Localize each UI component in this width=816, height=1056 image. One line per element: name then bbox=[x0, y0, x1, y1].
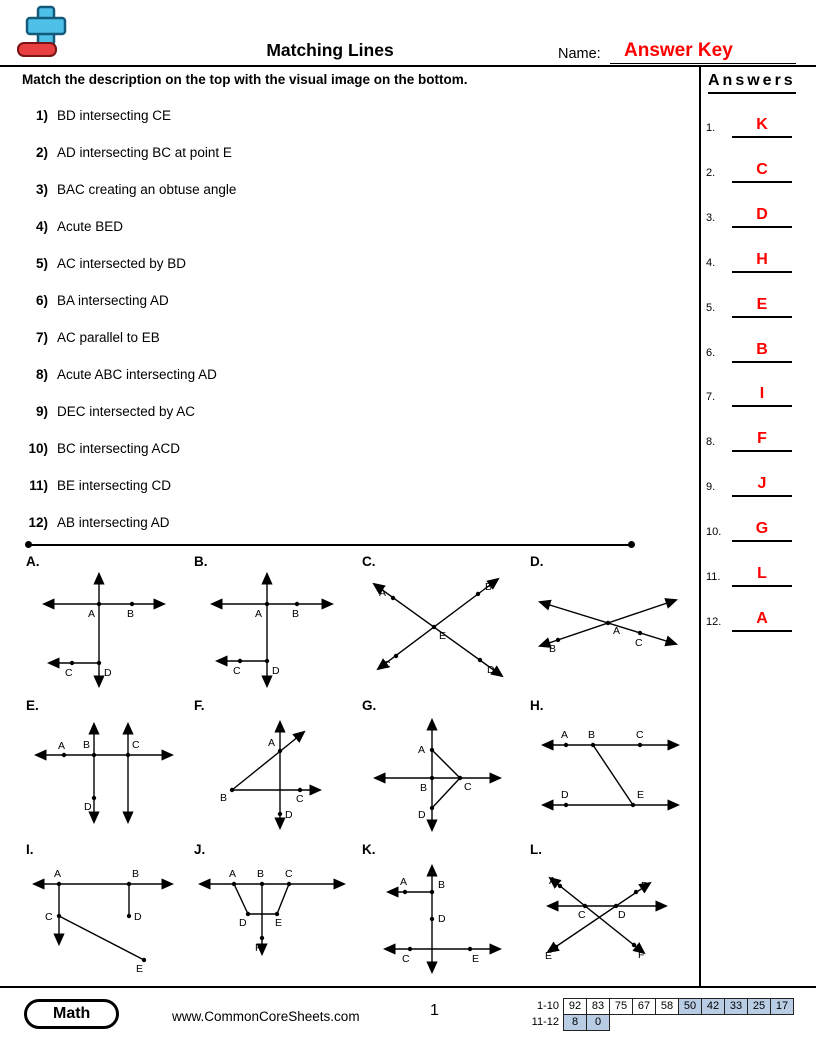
figure-point bbox=[230, 788, 234, 792]
figure-point bbox=[430, 776, 434, 780]
answer-number: 8. bbox=[706, 436, 716, 449]
answer-number: 6. bbox=[706, 346, 716, 359]
grade-table bbox=[519, 998, 794, 1031]
figure-point bbox=[558, 884, 562, 888]
figure-point bbox=[127, 914, 131, 918]
figure-H bbox=[528, 696, 696, 840]
question-number: 7) bbox=[35, 330, 48, 345]
figure-point-label: B bbox=[127, 608, 135, 620]
figure-K bbox=[360, 840, 528, 984]
figure-J-diagram bbox=[192, 854, 352, 984]
question-text: BAC creating an obtuse angle bbox=[57, 182, 237, 197]
grade-cell: 42 bbox=[701, 998, 725, 1015]
figure-point-label: C bbox=[296, 793, 304, 805]
answer-number: 4. bbox=[706, 256, 716, 269]
figure-point-label: C bbox=[402, 953, 410, 965]
figure-F-diagram bbox=[192, 710, 352, 840]
grade-cell: 8 bbox=[563, 1014, 587, 1031]
figure-point-label: E bbox=[275, 917, 283, 929]
figure-point-label: E bbox=[545, 950, 553, 962]
figure-point-label: F bbox=[255, 942, 262, 954]
figure-point-label: D bbox=[134, 911, 142, 923]
figure-point bbox=[432, 625, 436, 629]
figure-point-label: C bbox=[464, 781, 472, 793]
question-text: DEC intersected by AC bbox=[57, 404, 196, 419]
question-number: 9) bbox=[35, 404, 48, 419]
question-item bbox=[18, 134, 678, 171]
figure-point bbox=[458, 776, 462, 780]
figure-label: F. bbox=[194, 698, 205, 713]
figure-K-diagram bbox=[360, 854, 520, 984]
grade-cell: 17 bbox=[770, 998, 794, 1015]
answer-letter: J bbox=[732, 475, 792, 497]
figure-point-label: D bbox=[418, 809, 426, 821]
answer-row bbox=[704, 149, 796, 183]
figure-point bbox=[275, 912, 279, 916]
figure-point bbox=[92, 753, 96, 757]
figure-point bbox=[478, 658, 482, 662]
answer-number: 2. bbox=[706, 166, 716, 179]
figure-point bbox=[57, 882, 61, 886]
answer-number: 12. bbox=[706, 615, 722, 628]
figure-point bbox=[238, 659, 242, 663]
figure-J bbox=[192, 840, 360, 984]
figure-point bbox=[638, 743, 642, 747]
figure-point bbox=[430, 917, 434, 921]
question-number: 6) bbox=[35, 293, 48, 308]
question-text: BC intersecting ACD bbox=[57, 441, 181, 456]
question-item bbox=[18, 504, 678, 541]
grade-cell: 83 bbox=[586, 998, 610, 1015]
answer-row bbox=[704, 284, 796, 318]
answer-row bbox=[704, 418, 796, 452]
figure-point-label: C bbox=[45, 911, 53, 923]
figure-label: D. bbox=[530, 554, 544, 569]
figure-point bbox=[391, 596, 395, 600]
answer-letter: E bbox=[732, 296, 792, 318]
figure-point-label: C bbox=[635, 637, 643, 649]
figure-point bbox=[92, 796, 96, 800]
figure-point bbox=[408, 947, 412, 951]
answer-letter: B bbox=[732, 341, 792, 363]
name-label: Name: bbox=[558, 46, 601, 62]
answer-letter: C bbox=[732, 161, 792, 183]
question-item bbox=[18, 467, 678, 504]
figure-A bbox=[24, 552, 192, 696]
figure-point-label: A bbox=[418, 744, 426, 756]
question-item bbox=[18, 171, 678, 208]
figure-point-label: D bbox=[272, 665, 280, 677]
figure-line bbox=[59, 916, 144, 960]
header-divider bbox=[0, 65, 816, 67]
figure-line bbox=[432, 750, 460, 778]
figure-label: J. bbox=[194, 842, 206, 857]
figure-point bbox=[614, 904, 618, 908]
page-title: Matching Lines bbox=[266, 40, 394, 60]
figure-point-label: C bbox=[233, 665, 241, 677]
divider-dot-right bbox=[628, 541, 635, 548]
figure-point-label: A bbox=[379, 587, 387, 599]
figure-label: L. bbox=[530, 842, 542, 857]
figure-G-diagram bbox=[360, 710, 520, 840]
question-text: AB intersecting AD bbox=[57, 515, 170, 530]
figure-point-label: A bbox=[400, 876, 408, 888]
question-number: 11) bbox=[29, 478, 48, 493]
answer-letter: I bbox=[732, 385, 792, 407]
figure-C-diagram bbox=[360, 566, 520, 696]
figure-point-label: A bbox=[561, 729, 569, 741]
figure-point-label: A bbox=[229, 868, 237, 880]
figure-point-label: B bbox=[588, 729, 596, 741]
figure-point bbox=[564, 743, 568, 747]
answer-number: 10. bbox=[706, 526, 722, 539]
math-badge: Math bbox=[24, 999, 119, 1029]
figure-point-label: A bbox=[54, 868, 62, 880]
figure-point-label: B bbox=[438, 879, 446, 891]
figure-point-label: A bbox=[255, 608, 263, 620]
website-url: www.CommonCoreSheets.com bbox=[172, 1009, 360, 1024]
figure-G bbox=[360, 696, 528, 840]
figure-point-label: B bbox=[549, 643, 557, 655]
figure-label: G. bbox=[362, 698, 377, 713]
answer-number: 7. bbox=[706, 391, 716, 404]
question-number: 8) bbox=[35, 367, 48, 382]
grade-cell: 33 bbox=[724, 998, 748, 1015]
figure-point bbox=[468, 947, 472, 951]
figure-point bbox=[631, 803, 635, 807]
figure-A-diagram bbox=[24, 566, 184, 696]
figure-point-label: E bbox=[439, 630, 447, 642]
figure-point bbox=[232, 882, 236, 886]
figure-point-label: D bbox=[561, 789, 569, 801]
figure-point-label: B bbox=[292, 608, 300, 620]
figure-point bbox=[126, 753, 130, 757]
figure-point bbox=[632, 943, 636, 947]
figure-point-label: B bbox=[641, 880, 649, 892]
figure-point-label: A bbox=[268, 737, 276, 749]
page-number: 1 bbox=[430, 1002, 439, 1019]
answer-letter: L bbox=[732, 565, 792, 587]
footer-divider bbox=[0, 986, 816, 988]
figure-E bbox=[24, 696, 192, 840]
answer-row bbox=[704, 508, 796, 542]
figure-B bbox=[192, 552, 360, 696]
answer-letter: F bbox=[732, 430, 792, 452]
figure-point-label: A bbox=[88, 608, 96, 620]
figure-point bbox=[130, 602, 134, 606]
question-text: AC intersected by BD bbox=[57, 256, 187, 271]
question-text: Acute ABC intersecting AD bbox=[57, 367, 217, 382]
figure-label: C. bbox=[362, 554, 376, 569]
figures-grid bbox=[24, 552, 696, 984]
figure-F bbox=[192, 696, 360, 840]
figure-L-diagram bbox=[528, 854, 688, 984]
figure-D-diagram bbox=[528, 566, 688, 696]
figure-label: K. bbox=[362, 842, 376, 857]
figure-point-label: C bbox=[285, 868, 293, 880]
figure-point-label: C bbox=[383, 659, 391, 671]
figure-point bbox=[70, 661, 74, 665]
figure-I bbox=[24, 840, 192, 984]
figure-line bbox=[234, 884, 248, 914]
figure-point-label: D bbox=[618, 909, 626, 921]
figure-point bbox=[638, 631, 642, 635]
figure-point bbox=[430, 748, 434, 752]
question-item bbox=[18, 393, 678, 430]
grade-cell: 25 bbox=[747, 998, 771, 1015]
figure-point bbox=[97, 661, 101, 665]
question-number: 2) bbox=[35, 145, 48, 160]
question-item bbox=[18, 319, 678, 356]
logo-cross-horizontal bbox=[27, 18, 65, 34]
figure-point bbox=[287, 882, 291, 886]
figure-line bbox=[277, 884, 289, 914]
figure-point-label: B bbox=[420, 782, 428, 794]
figure-point-label: B bbox=[132, 868, 140, 880]
figure-C bbox=[360, 552, 528, 696]
figure-point-label: C bbox=[65, 667, 73, 679]
instructions-text: Match the description on the top with the visual image on the bottom. bbox=[22, 72, 468, 87]
question-item bbox=[18, 208, 678, 245]
answers-column-divider bbox=[699, 66, 701, 986]
figure-point-label: B bbox=[83, 739, 91, 751]
logo-base-bar bbox=[18, 43, 56, 56]
grade-cell: 0 bbox=[586, 1014, 610, 1031]
figure-label: H. bbox=[530, 698, 544, 713]
figure-point-label: E bbox=[637, 789, 645, 801]
answer-letter: A bbox=[732, 610, 792, 632]
figure-point bbox=[394, 654, 398, 658]
figure-point bbox=[295, 602, 299, 606]
grade-table-row bbox=[519, 998, 794, 1015]
figure-point-label: D bbox=[438, 913, 446, 925]
grade-table-row bbox=[519, 1014, 794, 1031]
figure-line bbox=[432, 778, 460, 808]
answer-number: 9. bbox=[706, 481, 716, 494]
figure-point bbox=[554, 945, 558, 949]
figure-point-label: D bbox=[285, 809, 293, 821]
figure-label: I. bbox=[26, 842, 34, 857]
figure-point-label: B bbox=[257, 868, 265, 880]
question-number: 1) bbox=[35, 108, 48, 123]
figure-point bbox=[265, 659, 269, 663]
answer-row bbox=[704, 194, 796, 228]
answer-row bbox=[704, 598, 796, 632]
answer-number: 5. bbox=[706, 301, 716, 314]
answer-letter: K bbox=[732, 116, 792, 138]
question-number: 3) bbox=[35, 182, 48, 197]
question-number: 12) bbox=[28, 515, 48, 530]
figure-E-diagram bbox=[24, 710, 184, 840]
figure-point-label: C bbox=[578, 909, 586, 921]
question-item bbox=[18, 97, 678, 134]
grade-range-label: 11-12 bbox=[531, 1016, 559, 1028]
grade-cell: 67 bbox=[632, 998, 656, 1015]
question-item bbox=[18, 282, 678, 319]
figure-point-label: F bbox=[638, 949, 645, 961]
figure-B-diagram bbox=[192, 566, 352, 696]
answer-row bbox=[704, 553, 796, 587]
figure-point bbox=[556, 638, 560, 642]
answer-letter: D bbox=[732, 206, 792, 228]
figure-point bbox=[430, 806, 434, 810]
figure-point bbox=[127, 882, 131, 886]
answer-number: 1. bbox=[706, 122, 716, 134]
answer-letter: G bbox=[732, 520, 792, 542]
figure-point bbox=[246, 912, 250, 916]
figure-point-label: C bbox=[132, 739, 140, 751]
grade-cell: 75 bbox=[609, 998, 633, 1015]
answer-row bbox=[704, 373, 796, 407]
figure-point-label: A bbox=[58, 740, 66, 752]
grade-cell: 92 bbox=[563, 998, 587, 1015]
figure-point-label: D bbox=[84, 801, 92, 813]
figure-point-label: D bbox=[104, 667, 112, 679]
figure-label: A. bbox=[26, 554, 40, 569]
question-text: BA intersecting AD bbox=[57, 293, 169, 308]
figure-label: E. bbox=[26, 698, 39, 713]
figure-point bbox=[634, 890, 638, 894]
figure-point-label: B bbox=[220, 792, 228, 804]
section-divider bbox=[28, 544, 632, 546]
figure-point bbox=[278, 812, 282, 816]
answers-heading: Answers bbox=[708, 72, 796, 94]
question-text: BD intersecting CE bbox=[57, 108, 172, 123]
grade-range-label: 1-10 bbox=[536, 1000, 559, 1012]
answer-number: 3. bbox=[706, 211, 716, 224]
figure-point bbox=[265, 602, 269, 606]
figure-point-label: A bbox=[613, 625, 621, 637]
figure-line bbox=[593, 745, 633, 805]
figure-I-diagram bbox=[24, 854, 184, 984]
question-number: 10) bbox=[28, 441, 48, 456]
answers-list bbox=[704, 0, 804, 1056]
questions-list bbox=[18, 97, 678, 541]
figure-point-label: A bbox=[549, 875, 557, 887]
figure-point bbox=[403, 890, 407, 894]
figure-point-label: D bbox=[239, 917, 247, 929]
figure-point bbox=[57, 914, 61, 918]
answer-row bbox=[704, 463, 796, 497]
divider-dot-left bbox=[25, 541, 32, 548]
figure-point bbox=[430, 890, 434, 894]
figure-point-label: E bbox=[472, 953, 480, 965]
question-number: 4) bbox=[35, 219, 48, 234]
question-item bbox=[18, 430, 678, 467]
figure-label: B. bbox=[194, 554, 208, 569]
question-number: 5) bbox=[35, 256, 48, 271]
figure-L bbox=[528, 840, 696, 984]
question-item bbox=[18, 356, 678, 393]
answer-row bbox=[704, 329, 796, 363]
figure-point-label: B bbox=[485, 581, 493, 593]
question-text: BE intersecting CD bbox=[57, 478, 172, 493]
question-item bbox=[18, 245, 678, 282]
figure-point bbox=[606, 621, 610, 625]
figure-point bbox=[278, 749, 282, 753]
commoncoresheets-logo bbox=[14, 5, 76, 59]
answer-row bbox=[704, 104, 796, 138]
figure-point bbox=[142, 958, 146, 962]
figure-point bbox=[97, 602, 101, 606]
figure-point-label: C bbox=[636, 729, 644, 741]
figure-point bbox=[298, 788, 302, 792]
question-text: Acute BED bbox=[57, 219, 124, 234]
answer-row bbox=[704, 239, 796, 273]
grade-cell: 50 bbox=[678, 998, 702, 1015]
figure-point bbox=[260, 936, 264, 940]
question-text: AD intersecting BC at point E bbox=[57, 145, 232, 160]
question-text: AC parallel to EB bbox=[57, 330, 160, 345]
figure-point bbox=[62, 753, 66, 757]
answer-number: 11. bbox=[706, 571, 721, 583]
figure-point-label: E bbox=[136, 963, 144, 975]
figure-point bbox=[591, 743, 595, 747]
figure-point bbox=[476, 592, 480, 596]
figure-point bbox=[564, 803, 568, 807]
figure-point bbox=[260, 882, 264, 886]
answer-key-text: Answer Key bbox=[624, 40, 733, 61]
figure-point-label: D bbox=[487, 664, 495, 676]
grade-cell: 58 bbox=[655, 998, 679, 1015]
figure-point bbox=[583, 904, 587, 908]
figure-H-diagram bbox=[528, 710, 688, 840]
figure-D bbox=[528, 552, 696, 696]
answer-letter: H bbox=[732, 251, 792, 273]
